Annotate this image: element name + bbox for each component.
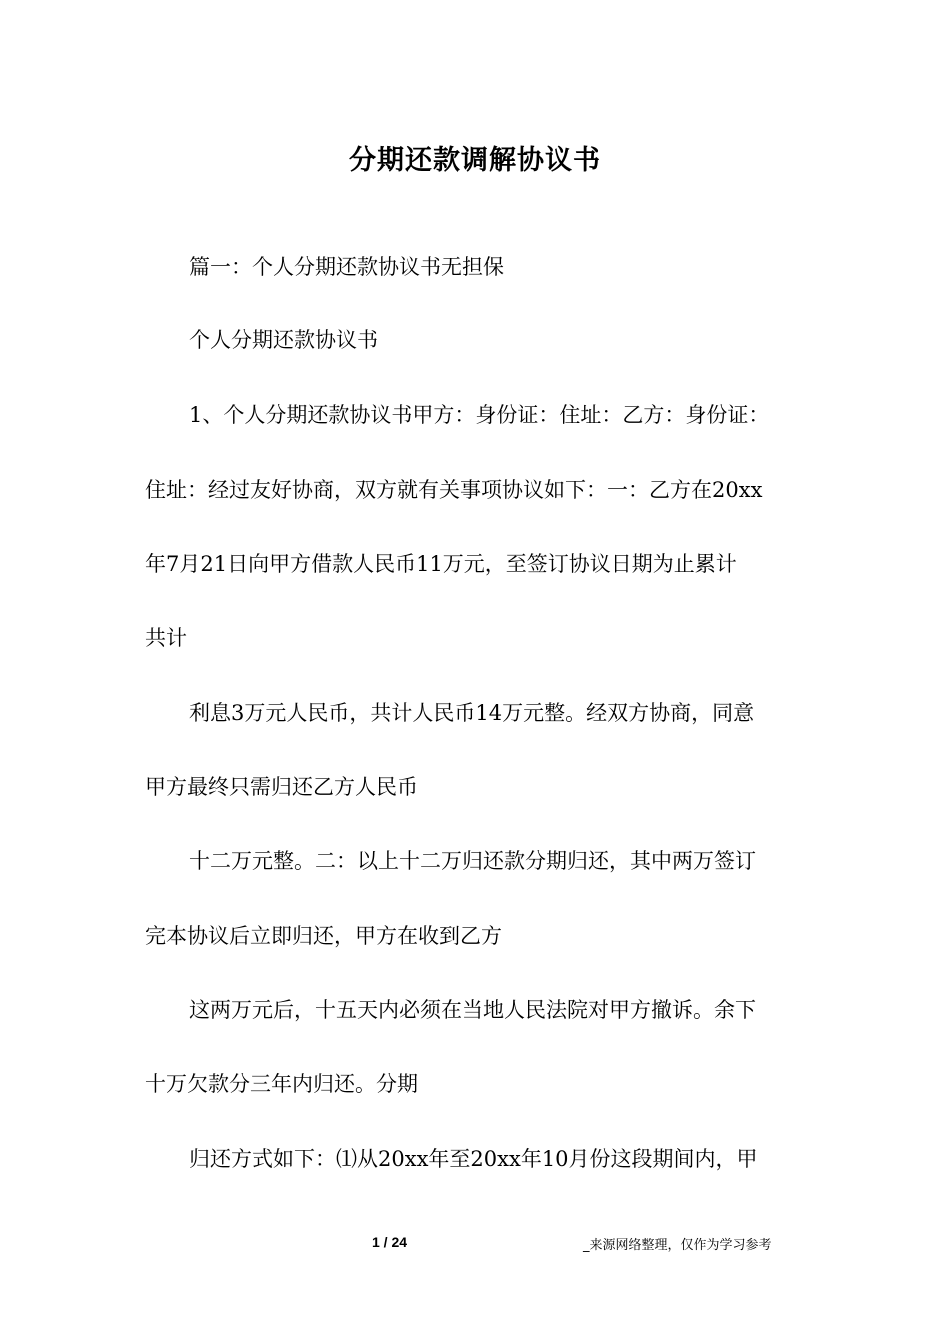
paragraph-line: 年7月21日向甲方借款人民币11万元，至签订协议日期为止累计: [145, 552, 737, 576]
paragraph-line: 这两万元后，十五天内必须在当地人民法院对甲方撤诉。余下: [189, 998, 756, 1022]
page-number: 1 / 24: [372, 1234, 408, 1250]
paragraph-line: 利息3万元人民币，共计人民币14万元整。经双方协商，同意: [189, 701, 755, 725]
paragraph-line: 住址：经过友好协商，双方就有关事项协议如下：一：乙方在20xx: [145, 478, 763, 502]
paragraph-line: 共计: [145, 626, 187, 650]
paragraph-line: 甲方最终只需归还乙方人民币: [145, 775, 418, 799]
paragraph-line: 1、个人分期还款协议书甲方：身份证：住址：乙方：身份证：: [189, 403, 770, 427]
paragraph-line: 篇一：个人分期还款协议书无担保: [189, 255, 504, 279]
source-note: _来源网络整理，仅作为学习参考: [583, 1238, 772, 1253]
document-title: 分期还款调解协议书: [349, 145, 601, 176]
paragraph-line: 十二万元整。二：以上十二万归还款分期归还，其中两万签订: [189, 849, 756, 873]
paragraph-line: 十万欠款分三年内归还。分期: [145, 1072, 418, 1096]
paragraph-line: 完本协议后立即归还，甲方在收到乙方: [145, 924, 502, 948]
paragraph-line: 个人分期还款协议书: [189, 328, 378, 352]
paragraph-line: 归还方式如下：⑴从20xx年至20xx年10月份这段期间内，甲: [189, 1147, 758, 1171]
